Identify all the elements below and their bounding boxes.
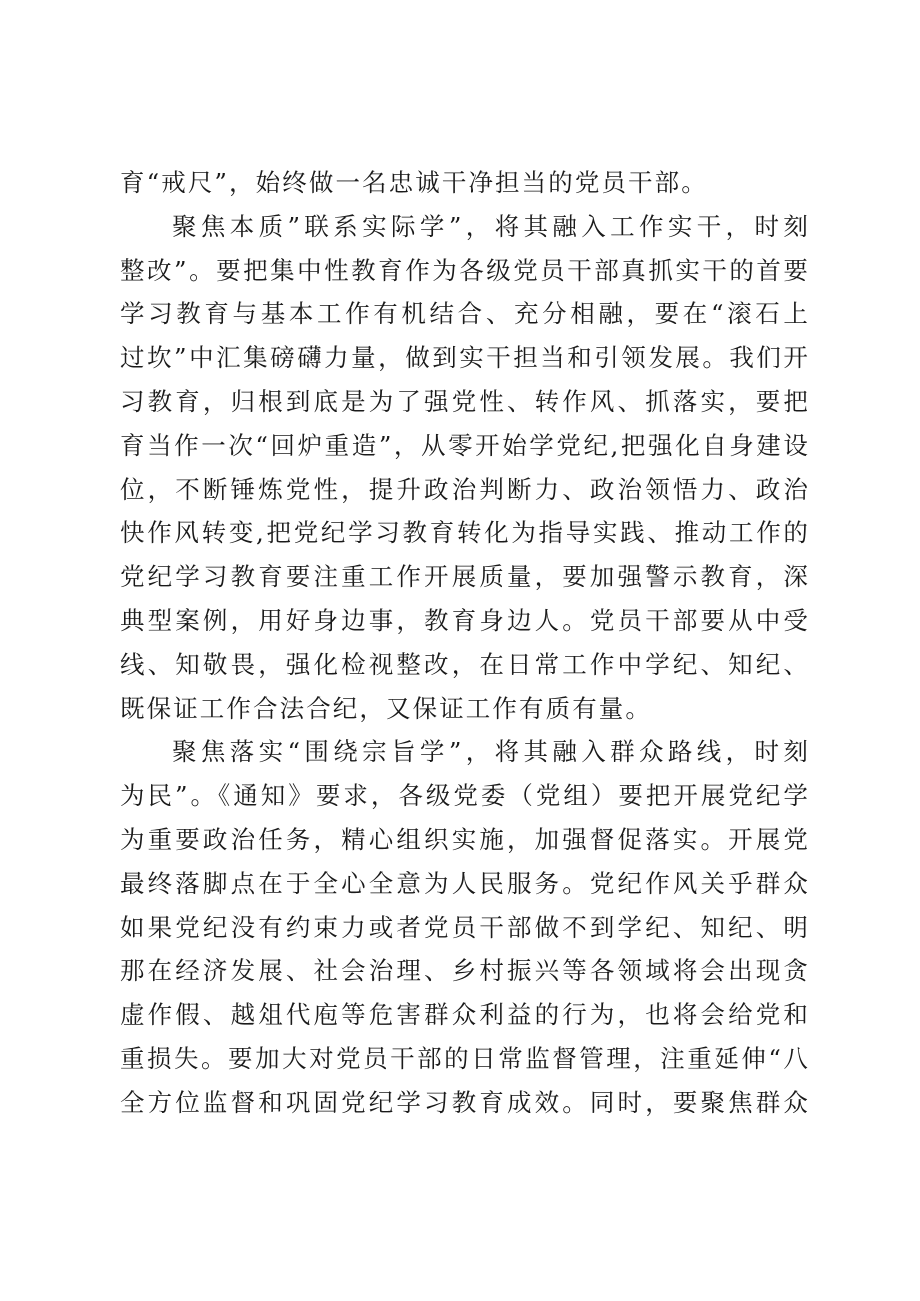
text-line: 育当作一次“回炉重造”，从零开始学党纪,把强化自身建设: [120, 430, 810, 460]
text-line: 党纪学习教育要注重工作开展质量，要加强警示教育，深: [120, 562, 810, 592]
text-line: 重损失。要加大对党员干部的日常监督管理，注重延伸“八: [120, 1043, 810, 1073]
text-line: 聚焦本质”联系实际学”，将其融入工作实干，时刻: [172, 211, 810, 241]
text-line: 为重要政治任务，精心组织实施，加强督促落实。开展党: [120, 824, 810, 854]
text-line: 虚作假、越俎代庖等危害群众利益的行为，也将会给党和: [120, 1000, 810, 1030]
text-line: 既保证工作合法合纪，又保证工作有质有量。: [120, 693, 652, 723]
text-line: 过坎”中汇集磅礴力量，做到实干担当和引领发展。我们开: [120, 343, 810, 373]
text-line: 聚焦落实“围绕宗旨学”，将其融入群众路线，时刻: [172, 737, 810, 767]
text-line: 为民”。《通知》要求，各级党委（党组）要把开展党纪学: [120, 781, 810, 811]
paragraph-fragment: [120, 161, 810, 205]
text-line: 整改”。要把集中性教育作为各级党员干部真抓实干的首要: [120, 255, 810, 285]
text-line: 典型案例，用好身边事，教育身边人。党员干部要从中受: [120, 605, 810, 635]
text-line: 如果党纪没有约束力或者党员干部做不到学纪、知纪、明: [120, 912, 810, 942]
text-line: 习教育，归根到底是为了强党性、转作风、抓落实，要把: [120, 386, 810, 416]
text-line: 那在经济发展、社会治理、乡村振兴等各领域将会出现贪: [120, 956, 810, 986]
text-line: 快作风转变,把党纪学习教育转化为指导实践、推动工作的: [120, 518, 810, 548]
paragraph-focus-implementation: [120, 730, 810, 1124]
text-line: 位，不断锤炼党性，提升政治判断力、政治领悟力、政治: [120, 474, 810, 504]
document-body: [120, 161, 810, 1125]
text-line: 育“戒尺”，始终做一名忠诚干净担当的党员干部。: [120, 168, 708, 197]
text-line: 全方位监督和巩固党纪学习教育成效。同时，要聚焦群众: [120, 1087, 810, 1117]
text-line: 学习教育与基本工作有机结合、充分相融，要在“滚石上: [120, 299, 810, 329]
text-line: 线、知敬畏，强化检视整改，在日常工作中学纪、知纪、: [120, 649, 810, 679]
text-line: 最终落脚点在于全心全意为人民服务。党纪作风关乎群众: [120, 868, 810, 898]
paragraph-focus-essence: [120, 205, 810, 731]
